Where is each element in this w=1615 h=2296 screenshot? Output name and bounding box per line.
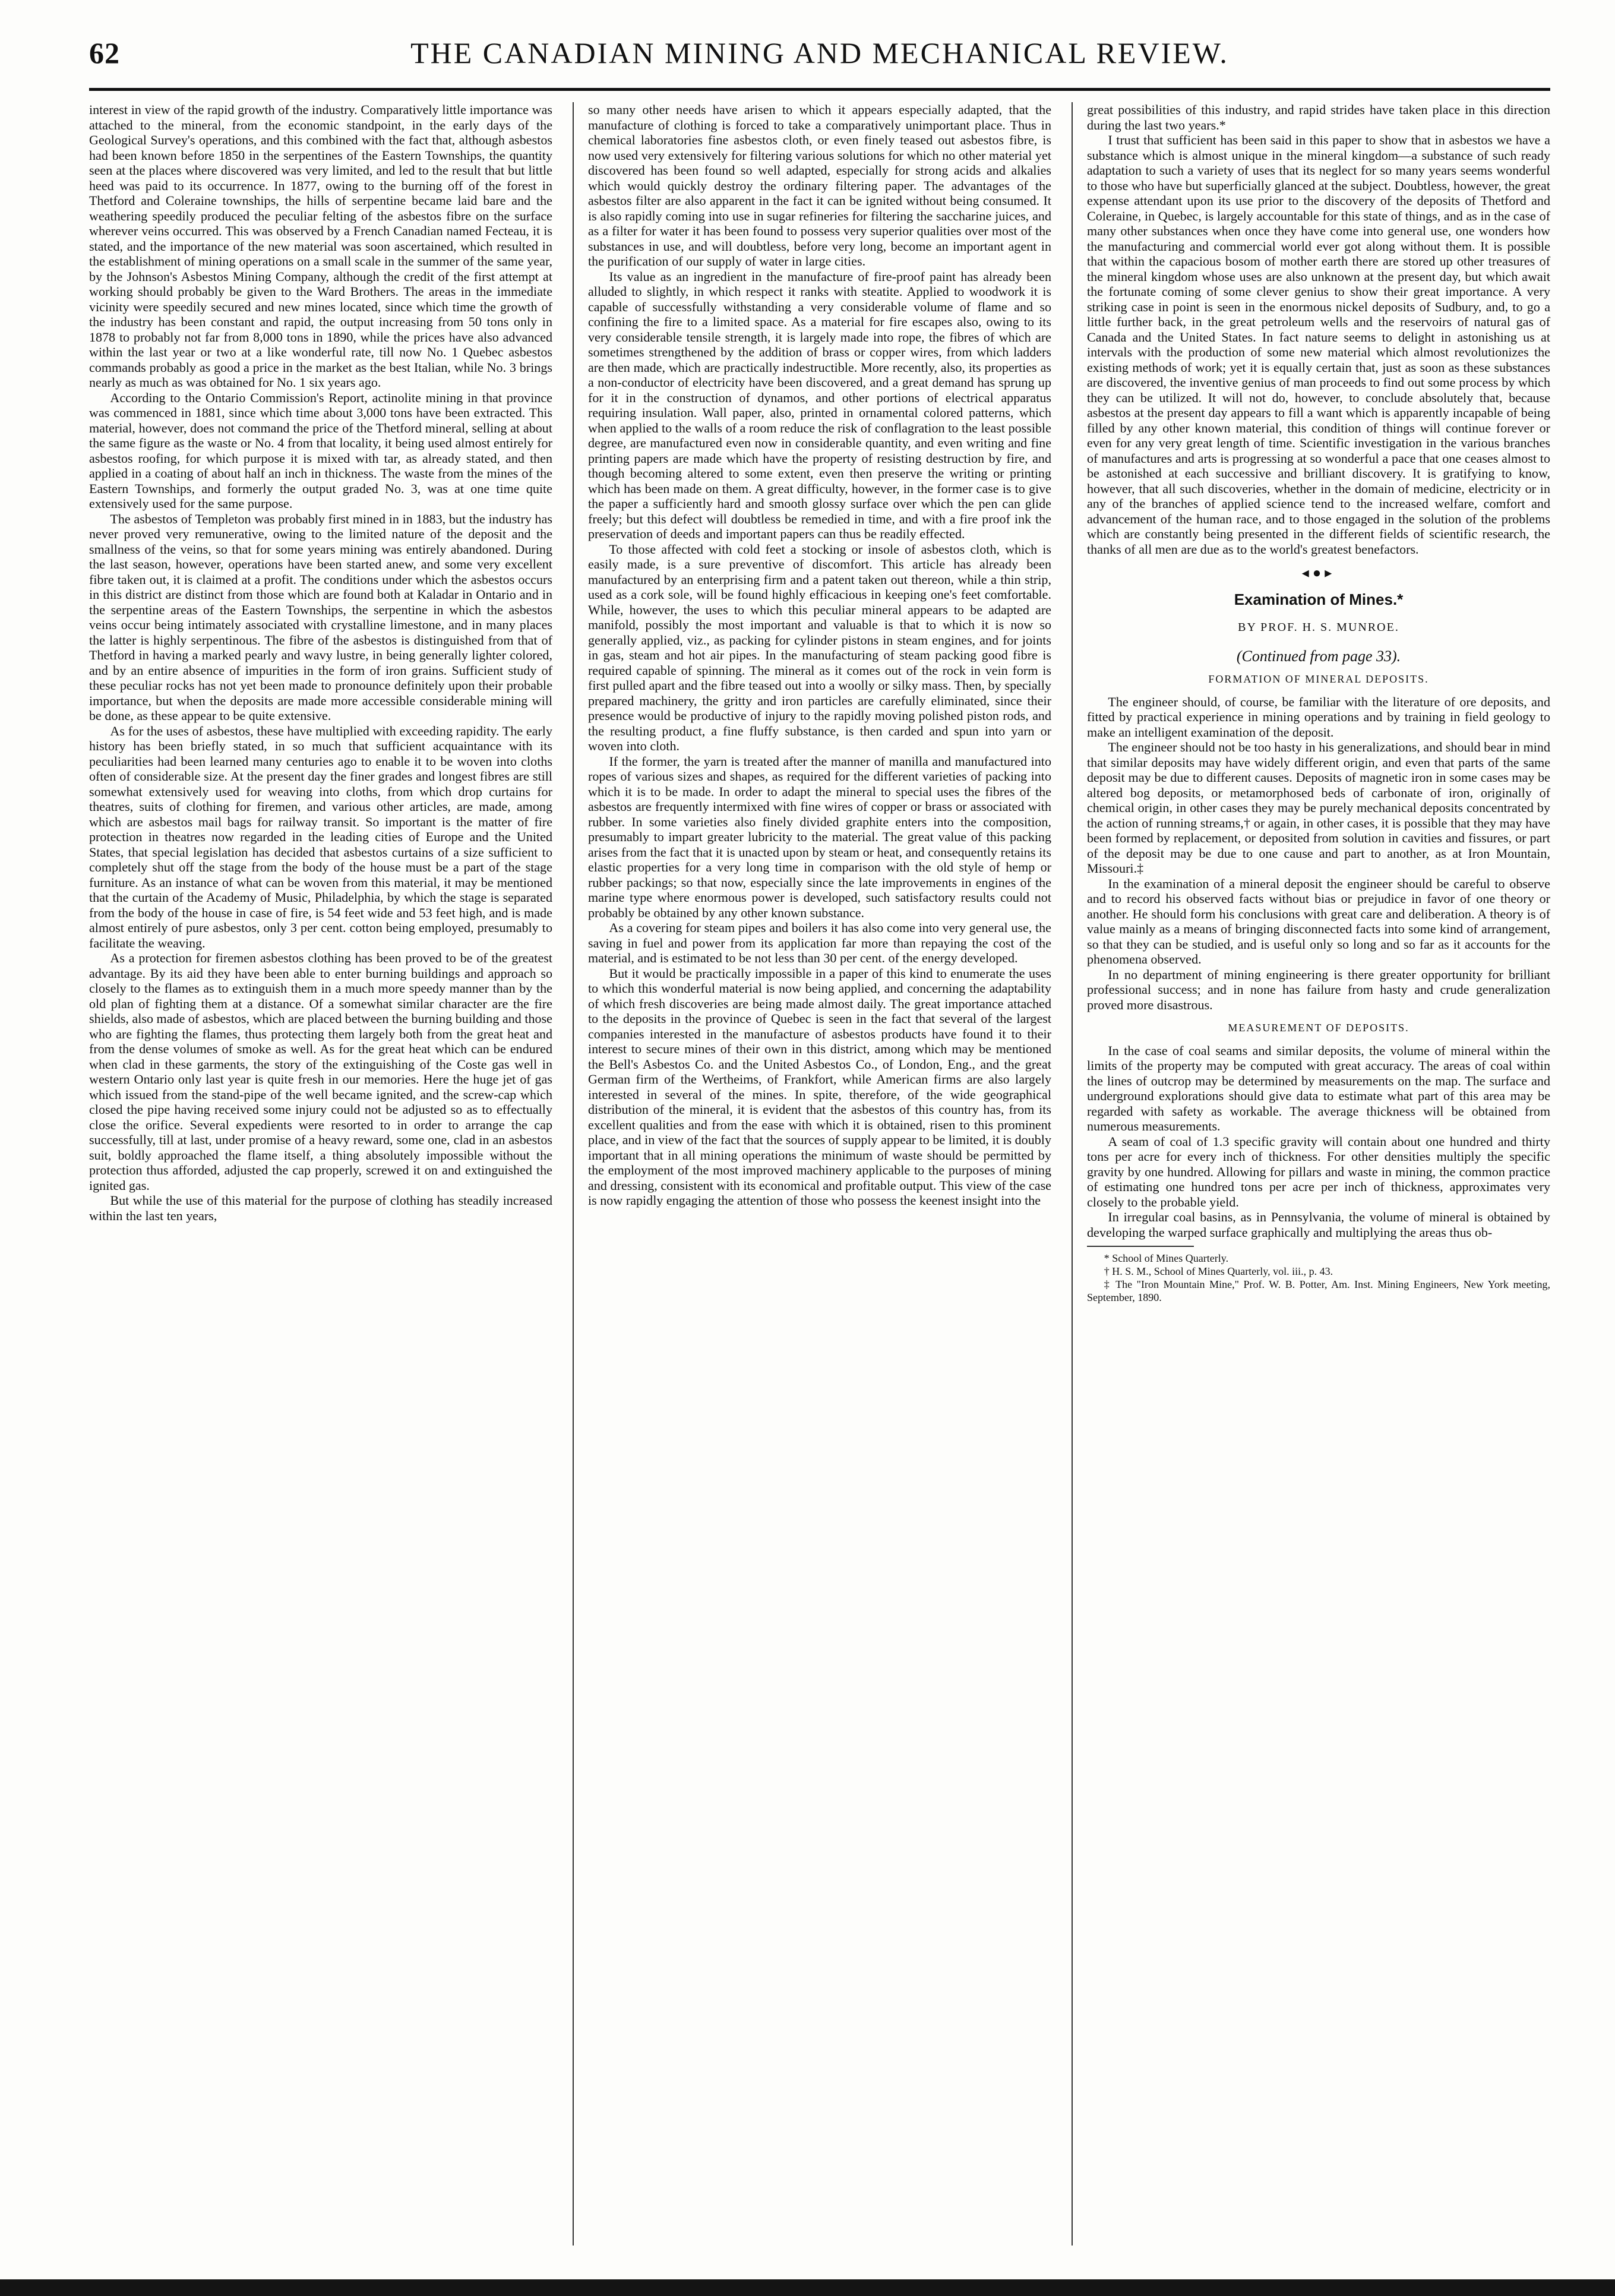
page-number: 62 <box>89 36 120 70</box>
section-title: Examination of Mines.* <box>1234 590 1404 608</box>
paragraph: As a protection for firemen asbestos clothing has been proved to be of the greatest advantage. By its aid they have been able to enter burning buildings and approach so closely to the flames as to extinguish them in a much more speedy manner than by the old plan of fighting them at a distance. Of a somewhat similar character are the fire shields, also made of asbestos, which are placed between the burning building and those who are fighting the flames, thus protecting them largely both from the great heat and from the dense volumes of smoke as well. As for the great heat which can be endured when clad in these garments, the story of the extinguishing of the Coste gas well in western Ontario only last year is quite fresh in our memories. Here the huge jet of gas which issued from the stand-pipe of the well became ignited, and the screw-cap which closed the pipe having received some injury could not be adjusted so as to effectually close the orifice. Several expedients were resorted to in order to arrange the cap successfully, till at last, under promise of a heavy reward, some one, clad in an asbestos suit, boldly approached the flame itself, a thing absolutely impossible without the protection thus afforded, adjusted the cap properly, screwed it on and extinguished the ignited gas. <box>89 950 552 1193</box>
byline: BY PROF. H. S. MUNROE. <box>1238 621 1399 634</box>
subheading: FORMATION OF MINERAL DEPOSITS. <box>1208 673 1429 685</box>
paragraph: In the case of coal seams and similar deposits, the volume of mineral within the limits of the property may be computed with great accuracy. The areas of coal within the lines of outcrop may be determined by measurements on the map. The surface and underground explorations should give data to estimate what part of this area may be regarded with safety as workable. The average thickness will be obtained from numerous measurements. <box>1087 1043 1550 1133</box>
footnote-rule <box>1087 1246 1194 1247</box>
article-column-1 <box>89 102 552 2247</box>
paragraph: Its value as an ingredient in the manufacture of fire-proof paint has already been alluded to slightly, in which respect it ranks with steatite. Applied to woodwork it is capable of successfully withstanding a very considerable volume of flame and so confining the fire to a limited space. As a material for fire escapes also, owing to its very considerable tensile strength, it is largely made into rope, the fibres of which are sometimes strengthened by the addition of brass or copper wires, from which ladders are then made, which are practically indestructible. More recently, also, its properties as a non-conductor of electricity have been discovered, and a great demand has sprung up for it in the construction of dynamos, and other portions of electrical apparatus requiring insulation. Wall paper, also, printed in ornamental colored patterns, which when applied to the walls of a room reduce the risk of conflagration to the least possible degree, are manufactured even now in considerable quantity, and even writing and fine printing papers are made which have the property of resisting destruction by fire, and though becoming altered to some extent, even then preserve the writing or printing which has been made on them. A great difficulty, however, in the former case is to give the paper a sufficiently hard and smooth glossy surface over which the pen can glide freely; but this defect will doubtless be remedied in time, and with a fire proof ink the preservation of deeds and important papers can thus be readily effected. <box>588 269 1051 541</box>
paragraph: To those affected with cold feet a stocking or insole of asbestos cloth, which is easily made, is a sure preventive of discomfort. This article has already been manufactured by an enterprising firm and a patent taken out thereon, while a thin strip, used as a cork sole, will be found highly efficacious in keeping one's feet comfortable. While, however, the uses to which this peculiar mineral appears to be adapted are manifold, possibly the most important and valuable is that to which it is now so generally applied, viz., as packing for cylinder pistons in steam engines, and for joints in gas, steam and hot air pipes. In the manufacturing of steam packing good fibre is required capable of spinning. The mineral as it comes out of the rock in vein form is first pulled apart and the fibre teased out into a woolly or silky mass. Then, by specially prepared machinery, the gritty and iron particles are carefully eliminated, since their presence would be productive of injury to the rapidly moving polished piston rods, and the resulting product, a fine fluffy substance, is then carded and spun into yarn or woven into cloth. <box>588 541 1051 753</box>
footnote: † H. S. M., School of Mines Quarterly, vol. iii., p. 43. <box>1104 1265 1333 1277</box>
paragraph: As for the uses of asbestos, these have multiplied with exceeding rapidity. The early history has been briefly stated, in so much that sufficient acquaintance with its peculiarities had been learned many centuries ago to enable it to be woven into cloths often of considerable size. At the present day the finer grades and longest fibres are still somewhat extensively used for weaving into cloths, from which drop curtains for theatres, suits of clothing for firemen, and various other articles, are made, among which are asbestos mail bags for railway transit. So important is the matter of fire protection in theatres now regarded in the leading cities of Europe and the United States, that special legislation has decided that asbestos curtains of a size sufficient to completely shut off the stage from the body of the house must be a part of the stage furniture. As an instance of what can be woven from this material, it may be mentioned that the curtain of the Academy of Music, Philadelphia, by which the stage is separated from the body of the house in case of fire, is 54 feet wide and 53 feet high, and is made almost entirely of pure asbestos, only 3 per cent. cotton being employed, presumably to facilitate the weaving. <box>89 723 552 950</box>
column-divider <box>1072 102 1073 2246</box>
paragraph: But it would be practically impossible in a paper of this kind to enumerate the uses to which this wonderful material is now being applied, and concerning the adaptability of which fresh discoveries are being made almost daily. The great importance attached to the deposits in the province of Quebec is seen in the fact that several of the largest companies interested in the manufacture of asbestos products have found it to their interest to secure mines of their own in this district, among which may be mentioned the Bell's Asbestos Co. and the United Asbestos Co., of London, Eng., and the great German firm of the Wertheims, of Frankfort, while American firms are also largely interested in several of the mines. In spite, therefore, of the wide geographical distribution of the mineral, it is evident that the asbestos of this country has, from its excellent qualities and from the ease with which it is obtained, risen to this prominent place, and in view of the fact that the sources of supply appear to be limited, it is doubly important that in all mining operations the minimum of waste should be permitted by the employment of the most improved machinery applicable to the purposes of mining and dressing, consistent with its economical and profitable output. This view of the case is now rapidly engaging the attention of those who possess the keenest insight into the <box>588 965 1051 1208</box>
footnote: ‡ The "Iron Mountain Mine," Prof. W. B. Potter, Am. Inst. Mining Engineers, New York meeting, September, 1890. <box>1087 1278 1550 1303</box>
page-bottom-band <box>0 2279 1615 2296</box>
paragraph: great possibilities of this industry, and rapid strides have taken place in this direction during the last two years.* <box>1087 102 1550 132</box>
paragraph: If the former, the yarn is treated after the manner of manilla and manufactured into ropes of various sizes and shapes, as required for the different varieties of packing into which it is to be made. In order to adapt the mineral to special uses the fibres of the asbestos are frequently intermixed with fine wires of copper or brass or associated with rubber. In some varieties also finely divided graphite enters into the composition, presumably to impart greater lubricity to the material. The great value of this packing arises from the fact that it is unacted upon by steam or heat, and consequently retains its elastic properties for a very long time in comparison with the old style of hemp or rubber packings; so that now, especially since the late improvements in engines of the marine type where enormous power is developed, such satisfactory results could not probably be obtained by any other known substance. <box>588 753 1051 920</box>
subheading: MEASUREMENT OF DEPOSITS. <box>1228 1022 1409 1034</box>
paragraph: I trust that sufficient has been said in this paper to show that in asbestos we have a substance which is almost unique in the mineral kingdom—a substance of such ready adaptation to such a variety of uses that its neglect for so many years seems wonderful to those who have but superficially glanced at the subject. Doubtless, however, the great expense attendant upon its use prior to the discovery of the deposits of Thetford and Coleraine, in Quebec, is largely accountable for this state of things, and as in the case of many other substances when once they have come into general use, one wonders how the manufacturing and commercial world ever got along without them. It is possible that within the capacious bosom of mother earth there are stored up other treasures of the mineral kingdom whose uses are also unknown at the present day, but which await the fortunate coming of some clever genius to show their great importance. A very striking case in point is seen in the enormous nickel deposits of Sudbury, and, to go a little further back, in the great petroleum wells and the reservoirs of natural gas of Canada and the United States. In fact nature seems to delight in astonishing us at intervals with the production of some new material which almost revolutionizes the existing methods of work; yet it is equally certain that, just as soon as these substances are discovered, the inventive genius of man proceeds to find out some process by which they can be utilized. It will not do, however, to conclude absolutely that, because asbestos at the present day appears to fill a want which is apparently incapable of being filled by any other known material, this condition of things will continue forever or even for any very great length of time. Scientific investigation in the various branches of manufactures and arts is progressing at so wonderful a pace that one ceases almost to be astonished at each successive and brilliant discovery. It is gratifying to know, however, that all such discoveries, whether in the domain of medicine, electricity or in any of the branches of applied science tend to the increased welfare, comfort and advancement of the human race, and to those engaged in the solution of the problems which are constantly being presented in the different fields of scientific research, the thanks of all men are due as to the world's greatest benefactors. <box>1087 132 1550 557</box>
column-divider <box>573 102 574 2246</box>
paragraph: But while the use of this material for the purpose of clothing has steadily increased within the last ten years, <box>89 1193 552 1223</box>
paragraph: In no department of mining engineering is there greater opportunity for brilliant professional success; and in none has failure from hasty and crude generalization proved more disastrous. <box>1087 967 1550 1012</box>
paragraph: so many other needs have arisen to which it appears especially adapted, that the manufacture of clothing is forced to take a comparatively unimportant place. Thus in chemical laboratories fine asbestos cloth, or even finely teased out asbestos fibre, is now used very extensively for filtering various solutions for which no other material yet discovered has been found so well adapted, especially for strong acids and alkalies which would quickly destroy the ordinary filtering paper. The advantages of the asbestos filter are also apparent in the fact it can be ignited without being consumed. It is also rapidly coming into use in sugar refineries for filtering the saccharine juices, and as a filter for water it has been found to possess very superior qualities over most of the substances in use, and will doubtless, before very long, become an important agent in the purification of our supply of water in large cities. <box>588 102 1051 269</box>
paragraph: As a covering for steam pipes and boilers it has also come into very general use, the saving in fuel and power from its application far more than repaying the cost of the material, and is estimated to be not less than 30 per cent. of the energy developed. <box>588 920 1051 965</box>
continued-note: (Continued from page 33). <box>1236 647 1401 665</box>
paragraph: The asbestos of Templeton was probably first mined in in 1883, but the industry has never proved very remunerative, owing to the limited nature of the deposit and the smallness of the veins, so that for some years mining was entirely abandoned. During the last season, however, operations have been started anew, and some very excellent fibre taken out, it is claimed at a profit. The conditions under which the asbestos occurs in this district are distinct from those which are found both at Kaladar in Ontario and in the serpentine areas of the Eastern Townships, the serpentine in which the asbestos veins occur being intimately associated with crystalline limestone, and in many places the latter is highly serpentinous. The fibre of the asbestos is distinguished from that of Thetford in having a marked pearly and wavy lustre, in being generally lighter colored, and by an entire absence of impurities in the form of iron grains. Sufficient study of these peculiar rocks has not yet been made to pronounce definitely upon their probable importance, but when the deposits are made more accessible considerable mining will be done, as these appear to be quite extensive. <box>89 511 552 723</box>
paragraph: A seam of coal of 1.3 specific gravity will contain about one hundred and thirty tons per acre for every inch of thickness. For other densities multiply the specific gravity by one hundred. Allowing for pillars and waste in mining, the common practice of estimating one hundred tons per acre per inch of thickness, approximates very closely to the probable yield. <box>1087 1133 1550 1209</box>
article-column-2 <box>588 102 1051 2247</box>
paragraph: The engineer should not be too hasty in his generalizations, and should bear in mind that similar deposits may have widely different origin, and even that parts of the same deposit may be due to different causes. Deposits of magnetic iron in some cases may be altered bog deposits, or metamorphosed beds of carbonate of iron, originally of chemical origin, in other cases they may be purely mechanical deposits concentrated by the action of running streams,† or again, in other cases, it is possible that they may have been formed by replacement, or deposited from solution in cavities and fissures, or part of the deposit may be due to one cause and part to another, as at Iron Mountain, Missouri.‡ <box>1087 740 1550 876</box>
journal-title: THE CANADIAN MINING AND MECHANICAL REVIEW. <box>410 36 1229 70</box>
paragraph: According to the Ontario Commission's Report, actinolite mining in that province was commenced in 1881, since which time about 3,000 tons have been extracted. This material, however, does not command the price of the Thetford mineral, selling at about the same figure as the waste or No. 4 from that locality, it being used almost entirely for asbestos roofing, for which purpose it is mixed with tar, as already stated, and then applied in a coating of about half an inch in thickness. The waste from the mines of the Eastern Townships, and formerly the output graded No. 3, was at one time quite extensively used for the same purpose. <box>89 390 552 511</box>
paragraph: The engineer should, of course, be familiar with the literature of ore deposits, and fitted by practical experience in mining operations and by training in field geology to make an intelligent examination of the deposit. <box>1087 694 1550 740</box>
article-column-3 <box>1087 102 1550 2247</box>
masthead-rule <box>89 88 1550 91</box>
footnote: * School of Mines Quarterly. <box>1104 1252 1229 1264</box>
paragraph: In irregular coal basins, as in Pennsylvania, the volume of mineral is obtained by developing the warped surface graphically and multiplying the areas thus ob- <box>1087 1209 1550 1240</box>
paragraph: In the examination of a mineral deposit the engineer should be careful to observe and to record his observed facts without bias or prejudice in favor of one theory or another. He should form his conclusions with great care and deliberation. A theory is of value mainly as a means of bringing disconnected facts into some kind of arrangement, so that they can be studied, and is useful only so long and so far as it accounts for the phenomena observed. <box>1087 876 1550 967</box>
paragraph: interest in view of the rapid growth of the industry. Comparatively little importance was attached to the mineral, from the economic standpoint, in the early days of the Geological Survey's operations, and this combined with the fact that, although asbestos had been known before 1850 in the serpentines of the Eastern Townships, the quantity seen at the places where discovered was very limited, and led to the result that but little heed was paid to its occurrence. In 1877, owing to the burning off of the forest in Thetford and Coleraine townships, the hills of serpentine became laid bare and the weathering speedily produced the peculiar felting of the asbestos fibre on the surface wherever veins occurred. This was observed by a French Canadian named Fecteau, it is stated, and the importance of the new material was soon ascertained, which resulted in the establishment of mining operations on a small scale in the summer of the same year, by the Johnson's Asbestos Mining Company, although the credit of the first attempt at working should probably be given to the Ward Brothers. The areas in the immediate vicinity were speedily secured and new mines located, since which time the growth of the industry has been constant and rapid, the output increasing from 50 tons only in 1878 to probably not far from 8,000 tons in 1890, while the prices have also advanced within the last year or two at a like wonderful rate, till now No. 1 Quebec asbestos commands probably as good a price in the market as the best Italian, while No. 3 brings nearly as much as was obtained for No. 1 six years ago. <box>89 102 552 390</box>
masthead <box>89 31 1550 84</box>
section-ornament: ◂●▸ <box>1301 566 1336 581</box>
